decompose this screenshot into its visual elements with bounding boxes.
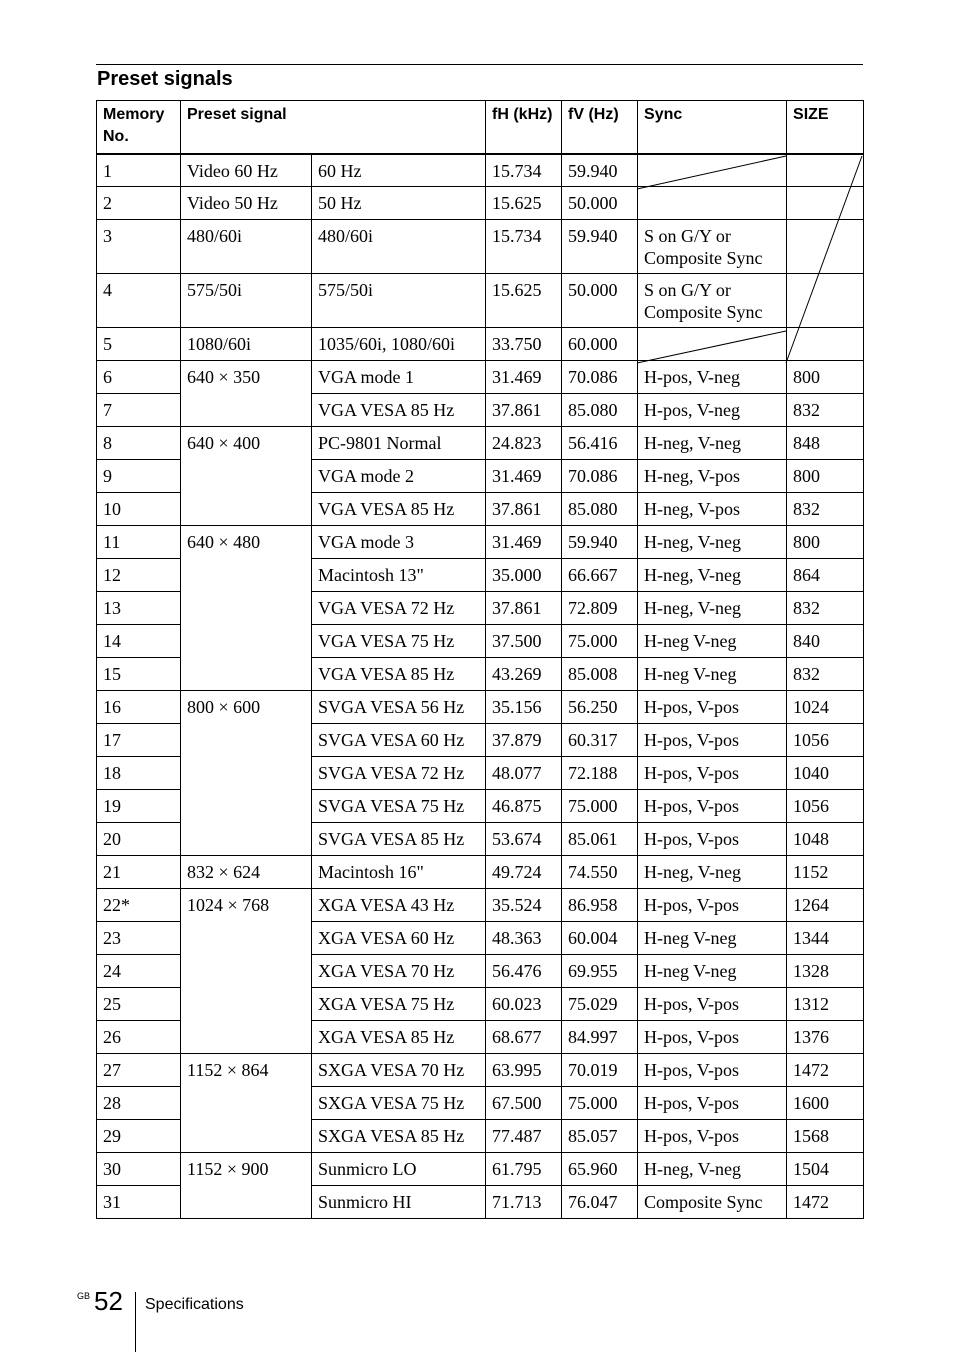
- signal-name-cell: XGA VESA 75 Hz: [312, 988, 486, 1021]
- sync-cell: H-pos, V-pos: [638, 889, 787, 922]
- sync-cell: H-pos, V-pos: [638, 1087, 787, 1120]
- fv-cell: 65.960: [562, 1153, 638, 1186]
- fv-cell: 50.000: [562, 187, 638, 220]
- fv-cell: 75.000: [562, 1087, 638, 1120]
- table-row: [97, 427, 864, 460]
- signal-name-cell: SXGA VESA 85 Hz: [312, 1120, 486, 1153]
- memory-no-cell: 24: [97, 955, 181, 988]
- sync-cell: H-neg, V-neg: [638, 856, 787, 889]
- fv-cell: 75.000: [562, 790, 638, 823]
- fh-cell: 35.156: [486, 691, 562, 724]
- fh-cell: 46.875: [486, 790, 562, 823]
- fh-cell: 31.469: [486, 526, 562, 559]
- fv-cell: 74.550: [562, 856, 638, 889]
- table-row: [97, 154, 864, 187]
- fh-cell: 68.677: [486, 1021, 562, 1054]
- fh-cell: 48.363: [486, 922, 562, 955]
- table-row: [97, 790, 864, 823]
- signal-name-cell: 480/60i: [312, 220, 486, 274]
- fv-cell: 85.080: [562, 394, 638, 427]
- signal-name-cell: VGA mode 3: [312, 526, 486, 559]
- sync-cell: H-neg V-neg: [638, 922, 787, 955]
- resolution-cell: [181, 559, 312, 592]
- fh-cell: 35.000: [486, 559, 562, 592]
- fh-cell: 31.469: [486, 460, 562, 493]
- signal-name-cell: XGA VESA 70 Hz: [312, 955, 486, 988]
- size-cell: 864: [787, 559, 864, 592]
- footer-divider: [135, 1292, 136, 1352]
- resolution-cell: 1152 × 900: [181, 1153, 312, 1186]
- memory-no-cell: 11: [97, 526, 181, 559]
- footer-page-number: 52: [94, 1286, 123, 1316]
- size-cell: 840: [787, 625, 864, 658]
- resolution-cell: [181, 1087, 312, 1120]
- sync-cell: S on G/Y or Composite Sync: [638, 274, 787, 328]
- fv-cell: 85.080: [562, 493, 638, 526]
- sync-cell: H-pos, V-pos: [638, 1021, 787, 1054]
- size-cell: 1056: [787, 790, 864, 823]
- resolution-cell: [181, 394, 312, 427]
- resolution-cell: [181, 790, 312, 823]
- fh-cell: 37.500: [486, 625, 562, 658]
- fv-cell: 66.667: [562, 559, 638, 592]
- table-row: [97, 1120, 864, 1153]
- table-row: [97, 493, 864, 526]
- resolution-cell: [181, 724, 312, 757]
- size-cell: 1472: [787, 1054, 864, 1087]
- fv-cell: 56.416: [562, 427, 638, 460]
- resolution-cell: 800 × 600: [181, 691, 312, 724]
- resolution-cell: 1024 × 768: [181, 889, 312, 922]
- table-row: [97, 328, 864, 361]
- resolution-cell: 480/60i: [181, 220, 312, 274]
- memory-no-cell: 20: [97, 823, 181, 856]
- fv-cell: 75.029: [562, 988, 638, 1021]
- header-memory-no: Memory No.: [97, 101, 181, 154]
- header-fv: fV (Hz): [562, 101, 638, 154]
- table-row: [97, 361, 864, 394]
- size-cell: 1376: [787, 1021, 864, 1054]
- resolution-cell: [181, 823, 312, 856]
- sync-cell: [638, 154, 787, 187]
- table-row: [97, 757, 864, 790]
- sync-cell: H-pos, V-neg: [638, 361, 787, 394]
- resolution-cell: [181, 1120, 312, 1153]
- size-cell: 848: [787, 427, 864, 460]
- size-cell: 1040: [787, 757, 864, 790]
- fh-cell: 15.625: [486, 274, 562, 328]
- preset-signals-table: [96, 100, 864, 1219]
- memory-no-cell: 30: [97, 1153, 181, 1186]
- signal-name-cell: XGA VESA 60 Hz: [312, 922, 486, 955]
- table-row: [97, 691, 864, 724]
- sync-cell: H-pos, V-pos: [638, 823, 787, 856]
- table-row: [97, 1054, 864, 1087]
- footer-region-code: GB: [77, 1291, 91, 1301]
- table-row: [97, 823, 864, 856]
- resolution-cell: 640 × 400: [181, 427, 312, 460]
- memory-no-cell: 14: [97, 625, 181, 658]
- signal-name-cell: SVGA VESA 56 Hz: [312, 691, 486, 724]
- fh-cell: 56.476: [486, 955, 562, 988]
- signal-name-cell: XGA VESA 43 Hz: [312, 889, 486, 922]
- section-title: Preset signals: [97, 68, 233, 90]
- fv-cell: 70.086: [562, 361, 638, 394]
- size-cell: 1264: [787, 889, 864, 922]
- resolution-cell: [181, 955, 312, 988]
- resolution-cell: 832 × 624: [181, 856, 312, 889]
- size-cell: 1328: [787, 955, 864, 988]
- table-row: [97, 988, 864, 1021]
- fv-cell: 85.057: [562, 1120, 638, 1153]
- signal-name-cell: PC-9801 Normal: [312, 427, 486, 460]
- size-cell: 1056: [787, 724, 864, 757]
- fh-cell: 49.724: [486, 856, 562, 889]
- table-row: [97, 889, 864, 922]
- resolution-cell: [181, 757, 312, 790]
- signal-name-cell: VGA mode 1: [312, 361, 486, 394]
- resolution-cell: 1080/60i: [181, 328, 312, 361]
- fh-cell: 60.023: [486, 988, 562, 1021]
- fh-cell: 15.625: [486, 187, 562, 220]
- resolution-cell: 640 × 480: [181, 526, 312, 559]
- table-row: [97, 625, 864, 658]
- signal-name-cell: Macintosh 16": [312, 856, 486, 889]
- size-cell: 1472: [787, 1186, 864, 1219]
- resolution-cell: [181, 493, 312, 526]
- sync-cell: H-neg, V-neg: [638, 427, 787, 460]
- memory-no-cell: 10: [97, 493, 181, 526]
- fv-cell: 84.997: [562, 1021, 638, 1054]
- fh-cell: 53.674: [486, 823, 562, 856]
- header-size: SIZE: [787, 101, 864, 154]
- sync-cell: H-neg V-neg: [638, 955, 787, 988]
- memory-no-cell: 31: [97, 1186, 181, 1219]
- table-row: [97, 856, 864, 889]
- table-row: [97, 658, 864, 691]
- signal-name-cell: VGA VESA 85 Hz: [312, 658, 486, 691]
- memory-no-cell: 28: [97, 1087, 181, 1120]
- fv-cell: 76.047: [562, 1186, 638, 1219]
- signal-name-cell: 1035/60i, 1080/60i: [312, 328, 486, 361]
- size-cell: 1024: [787, 691, 864, 724]
- signal-name-cell: Sunmicro HI: [312, 1186, 486, 1219]
- sync-cell: H-neg V-neg: [638, 658, 787, 691]
- fh-cell: 33.750: [486, 328, 562, 361]
- size-cell: 800: [787, 361, 864, 394]
- resolution-cell: [181, 1186, 312, 1219]
- signal-name-cell: VGA VESA 75 Hz: [312, 625, 486, 658]
- fv-cell: 70.086: [562, 460, 638, 493]
- size-cell: 1312: [787, 988, 864, 1021]
- table-row: [97, 592, 864, 625]
- table-row: [97, 460, 864, 493]
- sync-cell: H-pos, V-pos: [638, 1054, 787, 1087]
- fh-cell: 24.823: [486, 427, 562, 460]
- signal-name-cell: Sunmicro LO: [312, 1153, 486, 1186]
- memory-no-cell: 12: [97, 559, 181, 592]
- size-cell: 832: [787, 394, 864, 427]
- memory-no-cell: 3: [97, 220, 181, 274]
- signal-name-cell: SVGA VESA 72 Hz: [312, 757, 486, 790]
- fv-cell: 86.958: [562, 889, 638, 922]
- table-row: [97, 724, 864, 757]
- size-cell: [787, 154, 864, 187]
- fh-cell: 15.734: [486, 220, 562, 274]
- memory-no-cell: 5: [97, 328, 181, 361]
- table-row: [97, 220, 864, 274]
- sync-cell: H-pos, V-pos: [638, 790, 787, 823]
- sync-cell: H-neg, V-pos: [638, 493, 787, 526]
- fv-cell: 70.019: [562, 1054, 638, 1087]
- fv-cell: 69.955: [562, 955, 638, 988]
- resolution-cell: Video 60 Hz: [181, 154, 312, 187]
- fh-cell: 71.713: [486, 1186, 562, 1219]
- resolution-cell: [181, 592, 312, 625]
- resolution-cell: Video 50 Hz: [181, 187, 312, 220]
- memory-no-cell: 29: [97, 1120, 181, 1153]
- sync-cell: [638, 187, 787, 220]
- memory-no-cell: 7: [97, 394, 181, 427]
- size-cell: [787, 220, 864, 274]
- fh-cell: 37.861: [486, 493, 562, 526]
- sync-cell: Composite Sync: [638, 1186, 787, 1219]
- signal-name-cell: SVGA VESA 75 Hz: [312, 790, 486, 823]
- sync-cell: H-neg V-neg: [638, 625, 787, 658]
- top-rule: [96, 64, 863, 65]
- signal-name-cell: 575/50i: [312, 274, 486, 328]
- size-cell: [787, 274, 864, 328]
- resolution-cell: [181, 625, 312, 658]
- fv-cell: 85.061: [562, 823, 638, 856]
- sync-cell: H-pos, V-pos: [638, 1120, 787, 1153]
- fh-cell: 31.469: [486, 361, 562, 394]
- fv-cell: 85.008: [562, 658, 638, 691]
- signal-name-cell: 50 Hz: [312, 187, 486, 220]
- memory-no-cell: 6: [97, 361, 181, 394]
- fv-cell: 72.809: [562, 592, 638, 625]
- memory-no-cell: 27: [97, 1054, 181, 1087]
- size-cell: 1504: [787, 1153, 864, 1186]
- memory-no-cell: 8: [97, 427, 181, 460]
- memory-no-cell: 19: [97, 790, 181, 823]
- table-row: [97, 1153, 864, 1186]
- fv-cell: 60.000: [562, 328, 638, 361]
- size-cell: 800: [787, 460, 864, 493]
- table-row: [97, 187, 864, 220]
- fh-cell: 63.995: [486, 1054, 562, 1087]
- size-cell: [787, 187, 864, 220]
- signal-name-cell: VGA VESA 72 Hz: [312, 592, 486, 625]
- sync-cell: H-pos, V-neg: [638, 394, 787, 427]
- table-row: [97, 526, 864, 559]
- fv-cell: 72.188: [562, 757, 638, 790]
- memory-no-cell: 1: [97, 154, 181, 187]
- fh-cell: 37.861: [486, 394, 562, 427]
- signal-name-cell: SXGA VESA 70 Hz: [312, 1054, 486, 1087]
- memory-no-cell: 4: [97, 274, 181, 328]
- size-cell: 832: [787, 493, 864, 526]
- resolution-cell: 640 × 350: [181, 361, 312, 394]
- size-cell: 832: [787, 592, 864, 625]
- fh-cell: 37.879: [486, 724, 562, 757]
- fh-cell: 37.861: [486, 592, 562, 625]
- fh-cell: 48.077: [486, 757, 562, 790]
- memory-no-cell: 13: [97, 592, 181, 625]
- memory-no-cell: 9: [97, 460, 181, 493]
- table-row: [97, 955, 864, 988]
- sync-cell: H-neg, V-neg: [638, 559, 787, 592]
- table-row: [97, 274, 864, 328]
- size-cell: 800: [787, 526, 864, 559]
- sync-cell: H-pos, V-pos: [638, 724, 787, 757]
- fv-cell: 60.317: [562, 724, 638, 757]
- sync-cell: H-neg, V-neg: [638, 592, 787, 625]
- fh-cell: 35.524: [486, 889, 562, 922]
- footer-section-name: Specifications: [145, 1296, 244, 1313]
- size-cell: 1600: [787, 1087, 864, 1120]
- memory-no-cell: 17: [97, 724, 181, 757]
- sync-cell: H-neg, V-neg: [638, 1153, 787, 1186]
- header-row: [97, 101, 864, 154]
- memory-no-cell: 22*: [97, 889, 181, 922]
- signal-name-cell: Macintosh 13": [312, 559, 486, 592]
- signal-name-cell: XGA VESA 85 Hz: [312, 1021, 486, 1054]
- table-body: [97, 154, 864, 1219]
- size-cell: 832: [787, 658, 864, 691]
- fh-cell: 77.487: [486, 1120, 562, 1153]
- header-fh: fH (kHz): [486, 101, 562, 154]
- signal-name-cell: 60 Hz: [312, 154, 486, 187]
- sync-cell: [638, 328, 787, 361]
- signal-name-cell: VGA VESA 85 Hz: [312, 394, 486, 427]
- table-row: [97, 1021, 864, 1054]
- resolution-cell: [181, 658, 312, 691]
- memory-no-cell: 26: [97, 1021, 181, 1054]
- fv-cell: 50.000: [562, 274, 638, 328]
- sync-cell: H-pos, V-pos: [638, 988, 787, 1021]
- fv-cell: 59.940: [562, 220, 638, 274]
- fh-cell: 67.500: [486, 1087, 562, 1120]
- sync-cell: H-neg, V-pos: [638, 460, 787, 493]
- fh-cell: 43.269: [486, 658, 562, 691]
- sync-cell: H-neg, V-neg: [638, 526, 787, 559]
- signal-name-cell: SVGA VESA 85 Hz: [312, 823, 486, 856]
- header-preset-signal: Preset signal: [181, 101, 486, 154]
- sync-cell: S on G/Y or Composite Sync: [638, 220, 787, 274]
- fv-cell: 59.940: [562, 526, 638, 559]
- size-cell: 1568: [787, 1120, 864, 1153]
- fv-cell: 60.004: [562, 922, 638, 955]
- memory-no-cell: 25: [97, 988, 181, 1021]
- fh-cell: 61.795: [486, 1153, 562, 1186]
- resolution-cell: [181, 988, 312, 1021]
- fv-cell: 75.000: [562, 625, 638, 658]
- signal-name-cell: SVGA VESA 60 Hz: [312, 724, 486, 757]
- size-cell: 1344: [787, 922, 864, 955]
- memory-no-cell: 21: [97, 856, 181, 889]
- resolution-cell: 1152 × 864: [181, 1054, 312, 1087]
- resolution-cell: 575/50i: [181, 274, 312, 328]
- resolution-cell: [181, 460, 312, 493]
- resolution-cell: [181, 1021, 312, 1054]
- fv-cell: 59.940: [562, 154, 638, 187]
- table-row: [97, 1087, 864, 1120]
- signal-name-cell: VGA mode 2: [312, 460, 486, 493]
- memory-no-cell: 18: [97, 757, 181, 790]
- size-cell: 1048: [787, 823, 864, 856]
- memory-no-cell: 16: [97, 691, 181, 724]
- memory-no-cell: 23: [97, 922, 181, 955]
- table-row: [97, 559, 864, 592]
- header-sync: Sync: [638, 101, 787, 154]
- size-cell: 1152: [787, 856, 864, 889]
- signal-name-cell: VGA VESA 85 Hz: [312, 493, 486, 526]
- resolution-cell: [181, 922, 312, 955]
- sync-cell: H-pos, V-pos: [638, 757, 787, 790]
- table-row: [97, 922, 864, 955]
- table-row: [97, 394, 864, 427]
- size-cell: [787, 328, 864, 361]
- fv-cell: 56.250: [562, 691, 638, 724]
- sync-cell: H-pos, V-pos: [638, 691, 787, 724]
- signal-name-cell: SXGA VESA 75 Hz: [312, 1087, 486, 1120]
- table-row: [97, 1186, 864, 1219]
- memory-no-cell: 15: [97, 658, 181, 691]
- memory-no-cell: 2: [97, 187, 181, 220]
- fh-cell: 15.734: [486, 154, 562, 187]
